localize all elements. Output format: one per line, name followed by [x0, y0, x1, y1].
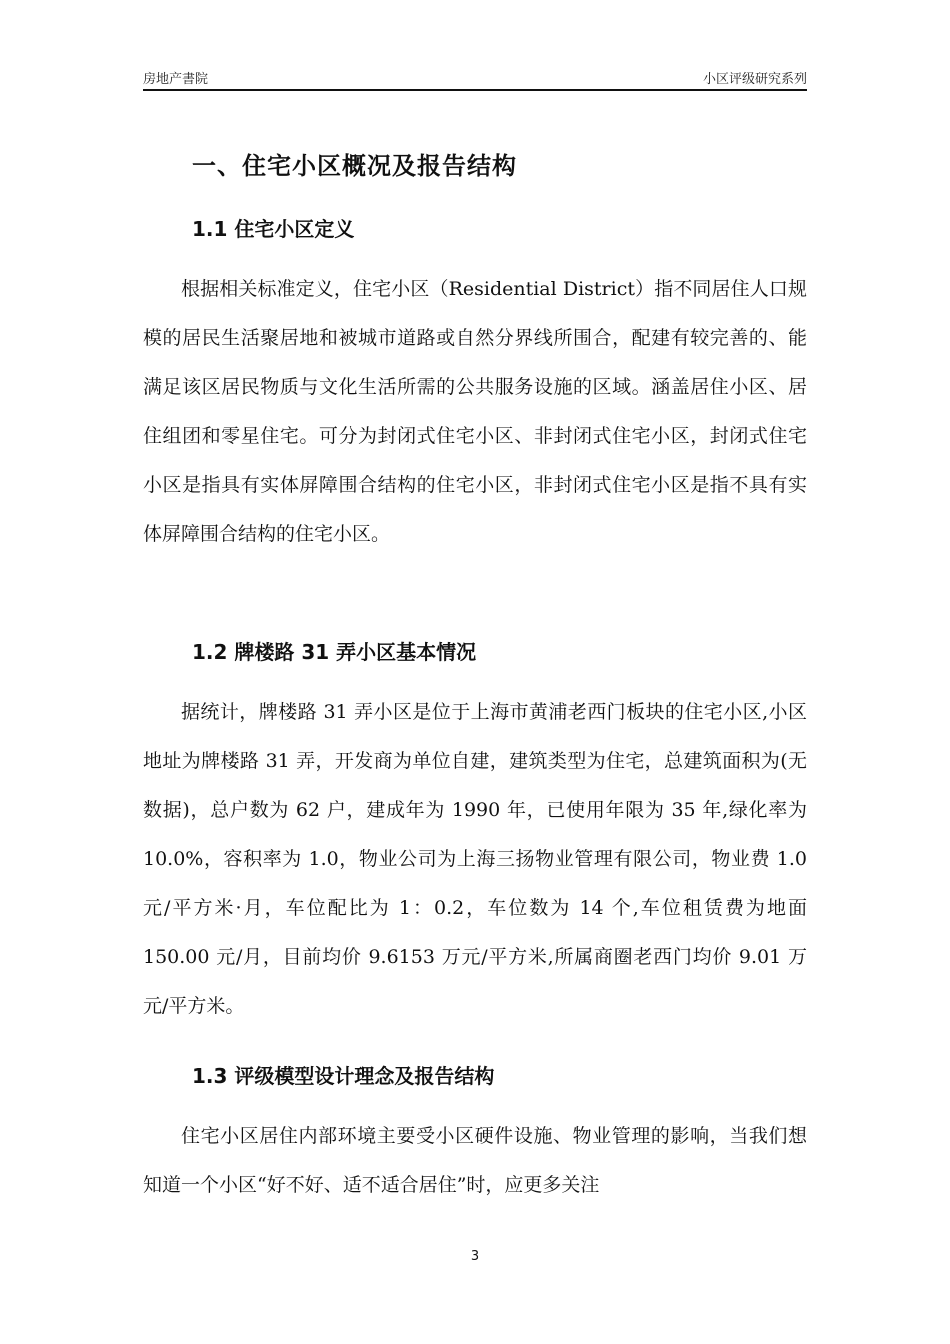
paragraph: 根据相关标准定义，住宅小区（Residential District）指不同居住人口规模的居民生活聚居地和被城市道路或自然分界线所围合，配建有较完善的、能满足该区居民物质与文化生活所需的公共服务设施的区域。涵盖居住小区、居住组团和零星住宅。可分为封闭式住宅小区、非封闭式住宅小区，封闭式住宅小区是指具有实体屏障围合结构的住宅小区，非封闭式住宅小区是指不具有实体屏障围合结构的住宅小区。: [143, 278, 807, 545]
page-number: 3: [470, 1249, 480, 1264]
section-1-1-title: 1.1 住宅小区定义: [192, 217, 355, 241]
section-1-2-title: 1.2 牌楼路 31 弄小区基本情况: [192, 640, 477, 664]
header-divider: [143, 89, 807, 91]
paragraph: 据统计，牌楼路 31 弄小区是位于上海市黄浦老西门板块的住宅小区,小区地址为牌楼路 31 弄，开发商为单位自建，建筑类型为住宅，总建筑面积为(无数据)，总户数为 62 户，建成年为 1990 年，已使用年限为 35 年,绿化率为 10.0%，容积率为 1.0，物业公司为上海三扬物业管理有限公司，物业费 1.0 元/平方米·月，车位配比为 1：0.2，车位数为 14 个,车位租赁费为地面 150.00 元/月，目前均价 9.6153 万元/平方米,所属商圈老西门均价 9.01 万元/平方米。: [143, 701, 807, 1017]
section-1-3-title: 1.3 评级模型设计理念及报告结构: [192, 1064, 495, 1088]
header-series-title: 小区评级研究系列: [702, 72, 807, 87]
header-publisher: 房地产書院: [143, 72, 209, 87]
page-header: [143, 66, 807, 88]
chapter-title: 一、住宅小区概况及报告结构: [192, 152, 517, 180]
section-1-3-body: [143, 1112, 807, 1210]
section-1-2-body: [143, 688, 807, 1031]
section-1-1-body: [143, 265, 807, 559]
paragraph: 住宅小区居住内部环境主要受小区硬件设施、物业管理的影响，当我们想知道一个小区“好不好、适不适合居住”时，应更多关注: [143, 1125, 807, 1196]
